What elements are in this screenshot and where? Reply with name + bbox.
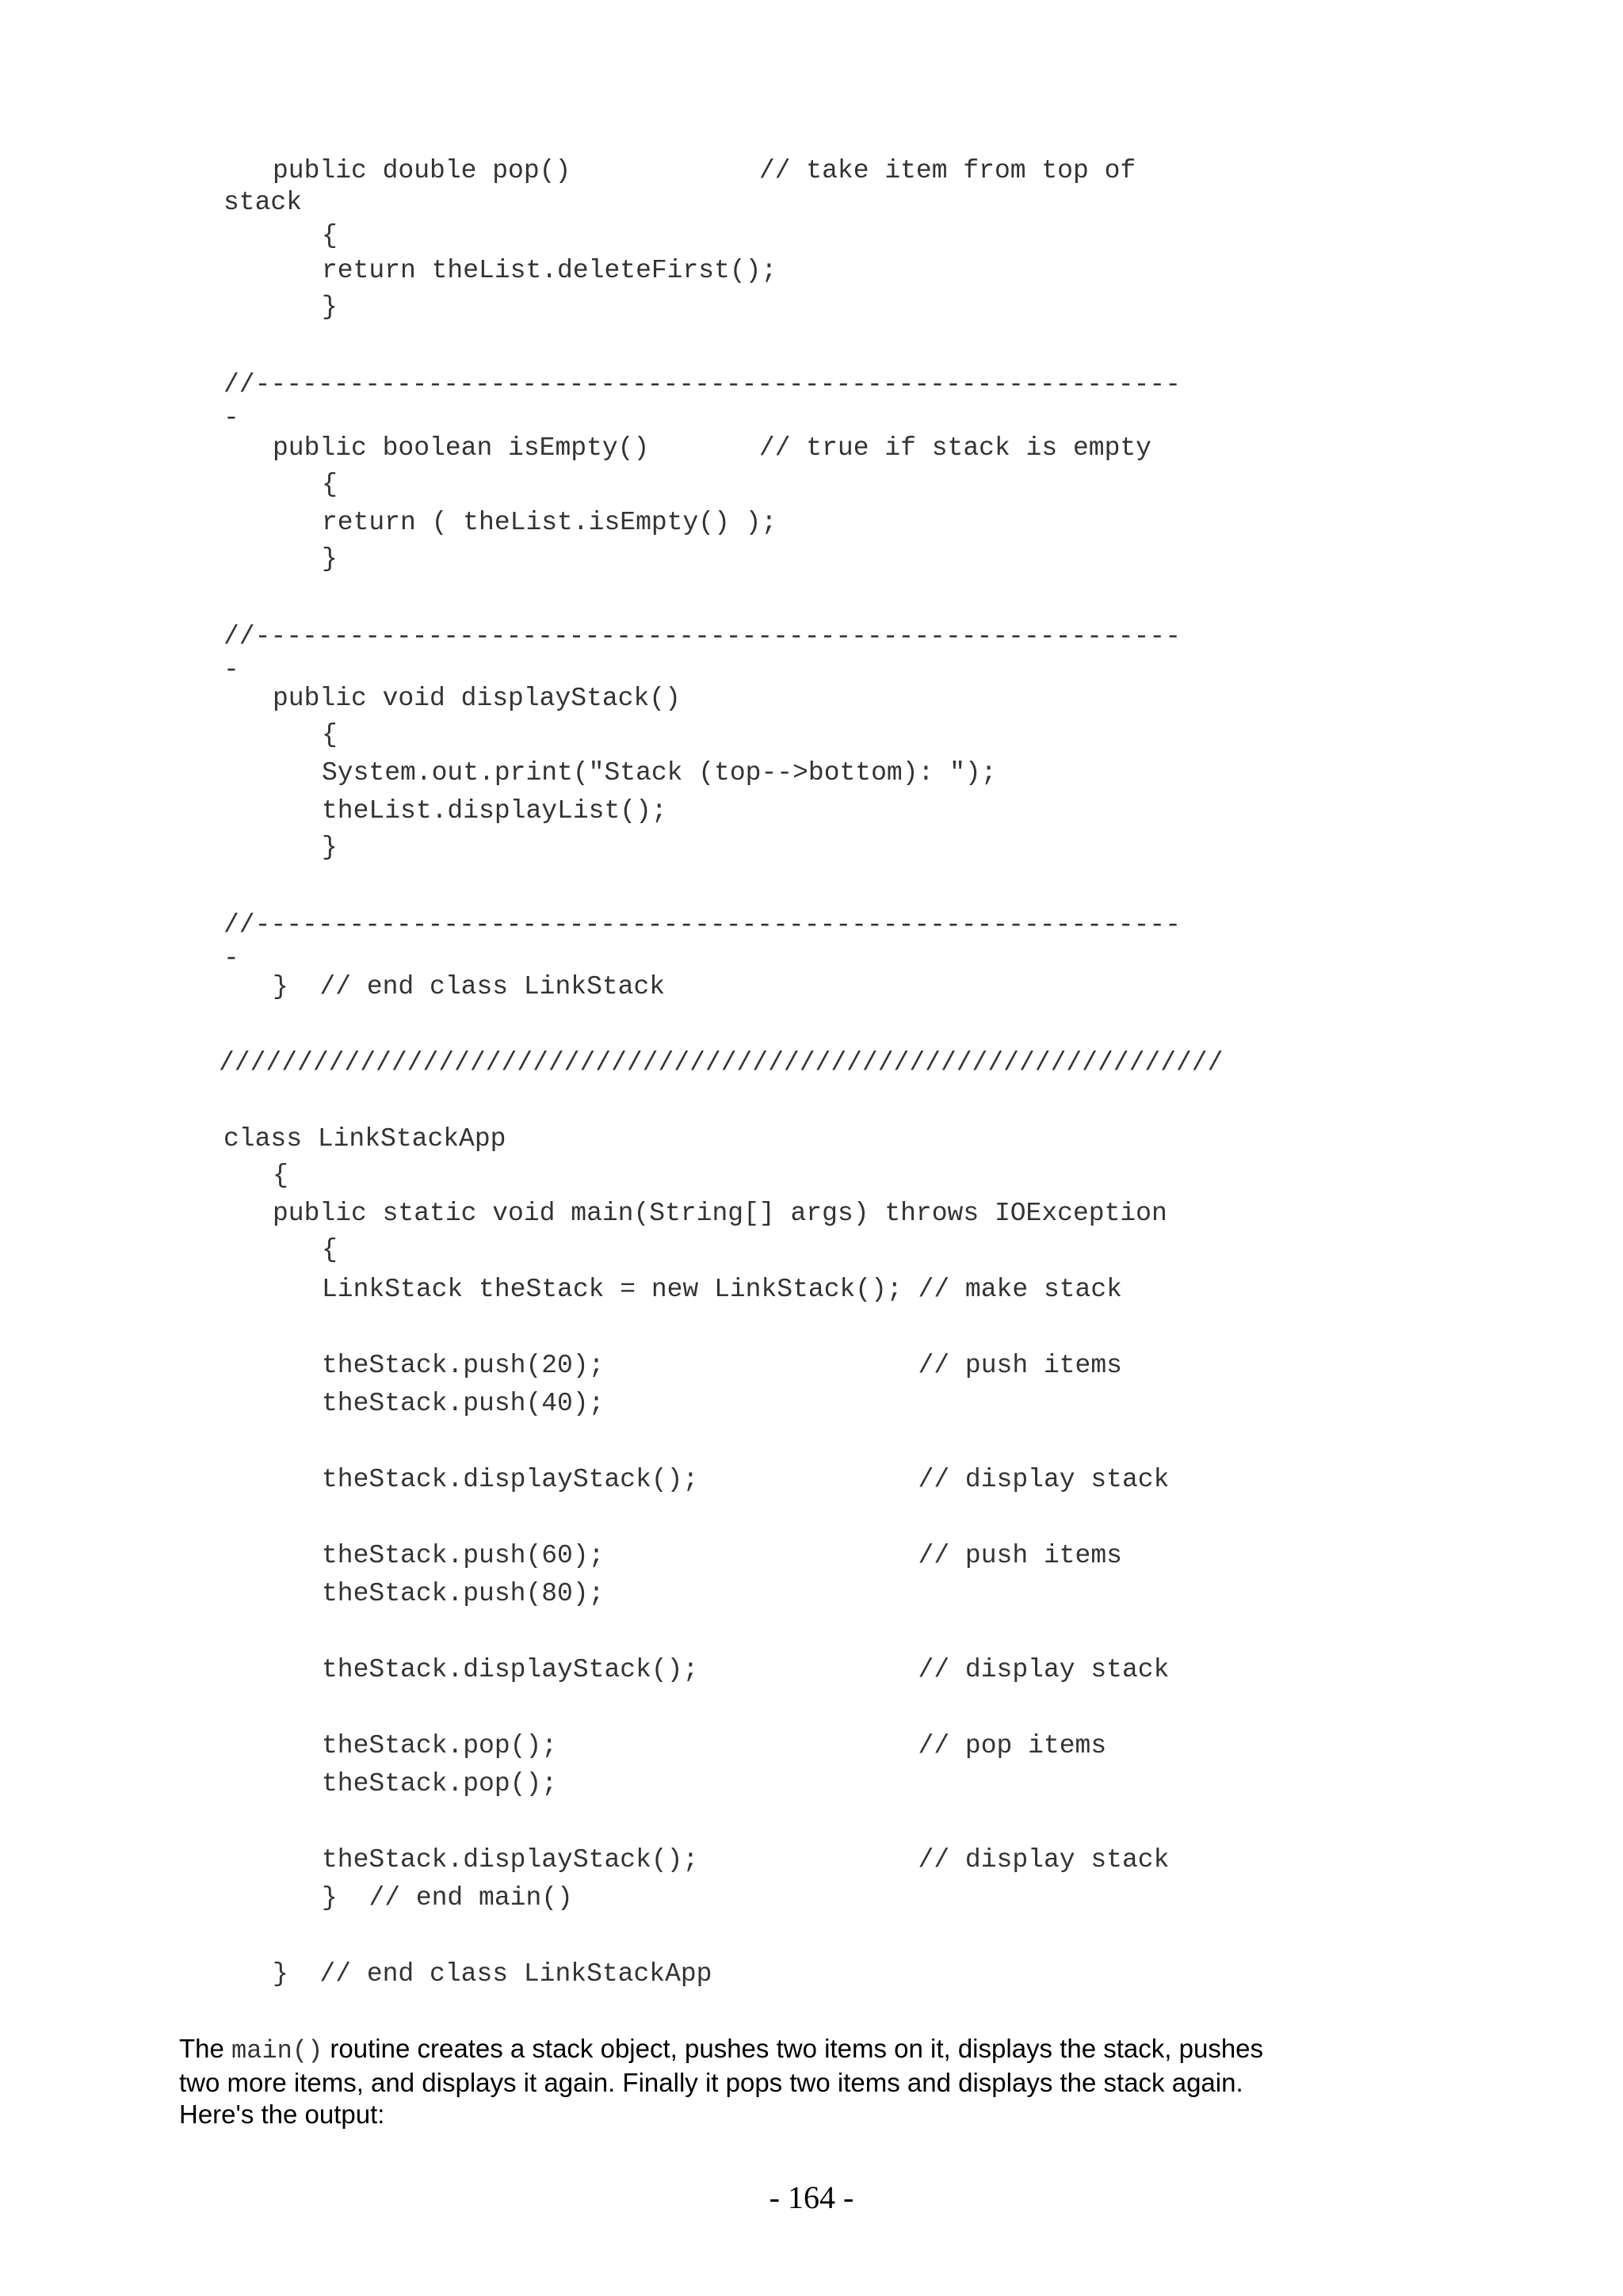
code-line: theStack.displayStack(); // display stack [322, 1845, 1170, 1875]
code-line: { [322, 1235, 338, 1264]
code-line: return theList.deleteFirst(); [322, 256, 777, 285]
code-line: } [322, 544, 338, 574]
code-line: { [322, 720, 338, 749]
class-separator: //////////////////////////////////////////////////////////////// [219, 1048, 1224, 1077]
code-line: public boolean isEmpty() // true if stack is empty [273, 433, 1151, 463]
paragraph-text: The [179, 2034, 232, 2063]
code-line: theList.displayList(); [322, 796, 667, 826]
paragraph-text: routine creates a stack object, pushes two items on it, displays the stack, pushes two more items, and displays it again. Finally it pops two items and displays the stack again. Here's the output: [179, 2034, 1264, 2129]
code-line: theStack.push(20); // push items [322, 1351, 1122, 1380]
code-line: theStack.displayStack(); // display stack [322, 1655, 1170, 1684]
code-line: { [322, 221, 338, 250]
separator-comment: - [223, 655, 239, 685]
code-line: theStack.push(80); [322, 1579, 605, 1608]
code-line: theStack.pop(); // pop items [322, 1731, 1107, 1760]
code-line: public static void main(String[] args) throws IOException [273, 1199, 1167, 1228]
code-line: return ( theList.isEmpty() ); [322, 508, 777, 537]
inline-code: main() [231, 2036, 323, 2065]
code-line: LinkStack theStack = new LinkStack(); // make stack [322, 1275, 1122, 1304]
code-line: theStack.push(40); [322, 1389, 605, 1418]
separator-comment: //----------------------------------------------------------- [223, 910, 1181, 940]
code-line: { [322, 470, 338, 499]
code-line: public void displayStack() [273, 684, 681, 713]
separator-comment: - [223, 944, 239, 973]
code-line: } // end class LinkStackApp [273, 1959, 712, 1989]
code-line: public double pop() // take item from top of [273, 156, 1136, 185]
code-line: } // end class LinkStack [273, 972, 666, 1001]
code-line: theStack.displayStack(); // display stack [322, 1465, 1170, 1494]
code-line: { [273, 1161, 288, 1190]
separator-comment: //----------------------------------------------------------- [223, 622, 1181, 651]
code-line: } // end main() [322, 1883, 573, 1913]
body-paragraph [179, 2033, 1304, 2130]
code-line: theStack.push(60); // push items [322, 1541, 1122, 1570]
code-line: stack [223, 188, 303, 217]
code-line: class LinkStackApp [223, 1124, 506, 1154]
separator-comment: //----------------------------------------------------------- [223, 370, 1181, 399]
code-line: } [322, 833, 338, 862]
separator-comment: - [223, 403, 239, 433]
page-number: - 164 - [769, 2180, 854, 2215]
code-line: theStack.pop(); [322, 1769, 558, 1798]
code-line: } [322, 292, 338, 322]
code-line: System.out.print("Stack (top-->bottom): "); [322, 758, 997, 788]
